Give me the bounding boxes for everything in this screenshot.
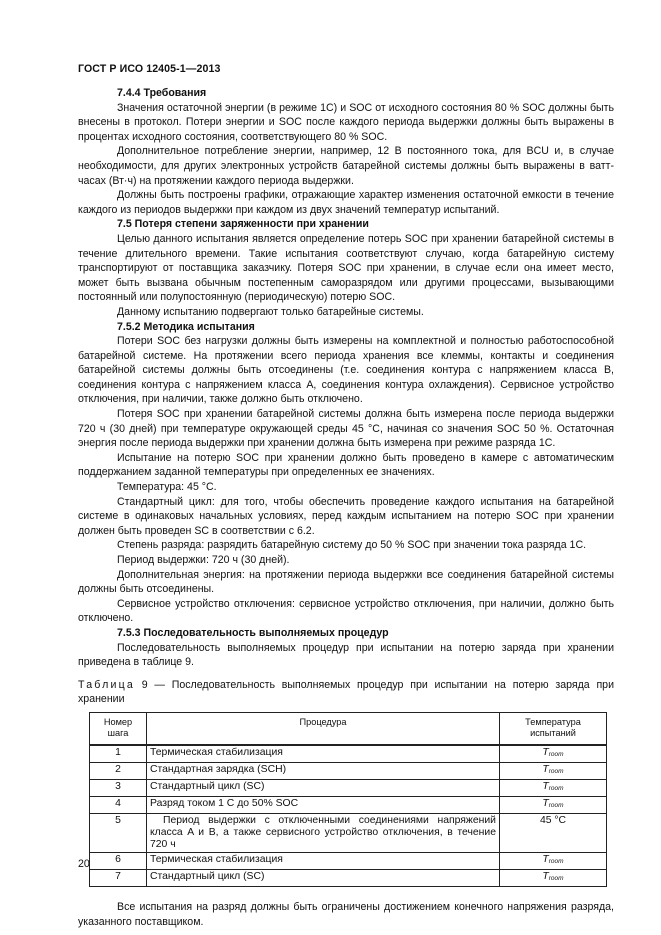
paragraph: Стандартный цикл: для того, чтобы обеспечить проведение каждого испытания на батарейной системе в одинаковых начальных условиях, перед каждым испытанием на потерю SOC при хранении должен быть проведен SC в соответствии с 6.2. bbox=[78, 495, 614, 537]
header-step: Номер шага bbox=[90, 712, 147, 745]
section-heading-7-5-3: 7.5.3 Последовательность выполняемых процедур bbox=[117, 626, 389, 639]
paragraph: Данному испытанию подвергают только батарейные системы. bbox=[117, 305, 424, 318]
table-row bbox=[90, 869, 607, 886]
paragraph: Потери SOC без нагрузки должны быть измерены на комплектной и полностью работоспособной батарейной системе. На протяжении всего периода хранения все клеммы, контакты и соединения батарейной системы должны быть отсоединены (т.е. соединения контура с напряжением класса B, соединения контура с напряжением класса A, соединения контура охлаждения). Сервисное устройство отключения, при наличии, также должно быть отключено. bbox=[78, 335, 614, 406]
temperature-cell bbox=[500, 762, 607, 779]
procedure-cell: Стандартный цикл (SC) bbox=[147, 869, 500, 886]
procedure-table bbox=[89, 712, 607, 887]
temperature-cell bbox=[500, 796, 607, 813]
temperature-subscript: room bbox=[548, 874, 564, 882]
paragraph: Должны быть построены графики, отражающие характер изменения остаточной емкости в течение каждого из периодов выдержки при каждом из двух значений температур испытаний. bbox=[78, 189, 614, 216]
procedure-cell: Термическая стабилизация bbox=[147, 852, 500, 869]
step-number: 6 bbox=[90, 852, 147, 869]
paragraph: Температура: 45 °C. bbox=[117, 481, 217, 494]
section-heading-7-4-4: 7.4.4 Требования bbox=[117, 87, 207, 99]
section-heading-7-5-2: 7.5.2 Методика испытания bbox=[117, 320, 255, 333]
temperature-subscript: room bbox=[548, 750, 564, 758]
paragraph: Целью данного испытания является определение потерь SOC при хранении батарейной системы в течение длительного времени. Такие испытания соответствуют случаю, когда батарейную систему транспортируют от поставщика заказчику. Потеря SOC при хранении, в случае если она имеет место, может быть вызвана обычным постепенным саморазрядом или другими процессами, вызывающими постоянный или полупостоянную (периодическую) потерю SOC. bbox=[78, 232, 614, 304]
procedure-cell: Разряд током 1 C до 50% SOC bbox=[147, 796, 500, 813]
step-number: 4 bbox=[90, 796, 147, 813]
table-caption-text: 9 — Последовательность выполняемых процедур при испытании на потерю заряда при хранении bbox=[78, 678, 614, 706]
temperature-cell bbox=[500, 779, 607, 796]
paragraph: Испытание на потерю SOC при хранении должно быть проведено в камере с автоматическим поддержанием заданной температуры при определенных ее значениях. bbox=[78, 451, 614, 479]
temperature-value: T bbox=[542, 797, 549, 809]
paragraph: Дополнительная энергия: на протяжении периода выдержки все соединения батарейной системы должны быть отсоединены. bbox=[78, 568, 614, 596]
paragraph: Последовательность выполняемых процедур при испытании на потерю заряда при хранении приведена в таблице 9. bbox=[78, 641, 614, 669]
temperature-value: T bbox=[542, 746, 549, 758]
procedure-cell: Стандартная зарядка (SCH) bbox=[147, 762, 500, 779]
document-header: ГОСТ Р ИСО 12405-1—2013 bbox=[78, 63, 221, 75]
paragraph: Потеря SOC при хранении батарейной системы должна быть измерена после периода выдержки 720 ч (30 дней) при температуре окружающей среды 45 °C, начиная со значения SOC 50 %. Остаточная энергия после периода выдержки при хранении должна быть измерена при режиме разряда 1C. bbox=[78, 408, 614, 450]
paragraph: Значения остаточной энергии (в режиме 1C) и SOC от исходного состояния 80 % SOC должны быть внесены в протокол. Потери энергии и SOC после каждого периода выдержки должны быть выражены в процентах исходного состояния, соответствующего 80 % SOC. bbox=[78, 101, 614, 143]
table-row bbox=[90, 796, 607, 813]
step-number: 1 bbox=[90, 745, 147, 763]
temperature-subscript: room bbox=[548, 857, 564, 865]
table-row bbox=[90, 852, 607, 869]
paragraph: Степень разряда: разрядить батарейную систему до 50 % SOC при значении тока разряда 1C. bbox=[117, 539, 587, 552]
table-header-row bbox=[90, 712, 607, 745]
header-temperature: Температура испытаний bbox=[500, 712, 607, 745]
procedure-cell: Термическая стабилизация bbox=[147, 745, 500, 763]
paragraph: Дополнительное потребление энергии, например, 12 В постоянного тока, для BCU и, в случае необходимости, для других электронных устройств батарейной системы должны быть выражены в ватт-часах (Вт·ч) на протяжении каждого периода выдержки. bbox=[78, 145, 614, 187]
temperature-subscript: room bbox=[548, 801, 564, 809]
header-procedure: Процедура bbox=[147, 712, 500, 745]
table-row bbox=[90, 762, 607, 779]
procedure-cell: Стандартный цикл (SC) bbox=[147, 779, 500, 796]
temperature-value: T bbox=[542, 870, 549, 882]
temperature-cell bbox=[500, 852, 607, 869]
procedure-cell: Период выдержки с отключенными соединениями напряжений класса A и B, а также сервисного устройство отключения, в течение 720 ч bbox=[147, 813, 500, 852]
table-row bbox=[90, 779, 607, 796]
table-caption-label: Таблица bbox=[78, 678, 135, 691]
temperature-subscript: room bbox=[548, 784, 564, 792]
temperature-value: 45 °C bbox=[539, 814, 567, 826]
step-number: 5 bbox=[90, 813, 147, 852]
table-row bbox=[90, 813, 607, 852]
page-number: 20 bbox=[78, 858, 90, 870]
step-number: 3 bbox=[90, 779, 147, 796]
temperature-cell bbox=[500, 813, 607, 852]
paragraph: Период выдержки: 720 ч (30 дней). bbox=[117, 554, 290, 566]
step-number: 7 bbox=[90, 869, 147, 886]
step-number: 2 bbox=[90, 762, 147, 779]
temperature-value: T bbox=[542, 780, 549, 792]
paragraph: Сервисное устройство отключения: сервисное устройство отключения, при наличии, должно быть отключено. bbox=[78, 597, 614, 625]
table-row bbox=[90, 745, 607, 763]
table-caption bbox=[78, 678, 614, 707]
temperature-subscript: room bbox=[548, 767, 564, 775]
section-heading-7-5: 7.5 Потеря степени заряженности при хранении bbox=[117, 218, 369, 231]
page-content bbox=[78, 86, 614, 929]
temperature-value: T bbox=[542, 763, 549, 775]
paragraph: Все испытания на разряд должны быть ограничены достижением конечного напряжения разряда, указанного поставщиком. bbox=[78, 900, 614, 928]
temperature-cell bbox=[500, 869, 607, 886]
temperature-cell bbox=[500, 745, 607, 763]
temperature-value: T bbox=[542, 853, 549, 865]
